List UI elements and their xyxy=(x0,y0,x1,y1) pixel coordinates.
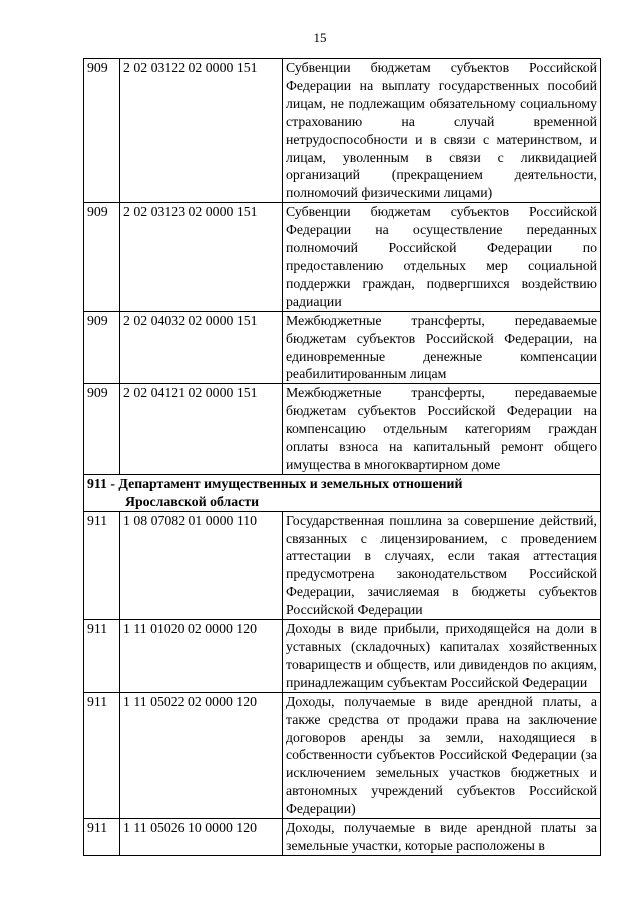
budget-code-cell: 2 02 04121 02 0000 151 xyxy=(120,384,283,475)
admin-code-cell: 911 xyxy=(84,511,120,619)
section-header-row xyxy=(84,474,601,511)
table-row xyxy=(84,620,601,693)
section-title-line-1: 911 - Департамент имущественных и земельных отношений xyxy=(87,475,463,491)
description-cell: Доходы в виде прибыли, приходящейся на доли в уставных (складочных) капиталах хозяйственных товариществ и обществ, или дивидендов по акциям, принадлежащим субъектам Российской Федерации xyxy=(283,620,601,693)
description-cell: Субвенции бюджетам субъектов Российской Федерации на выплату государственных пособий лицам, не подлежащим обязательному социальному страхованию на случай временной нетрудоспособности и в связи с материнством, и лицам, уволенным в связи с ликвидацией организаций (прекращением деятельности, полномочий физическими лицами) xyxy=(283,59,601,203)
table-row xyxy=(84,692,601,818)
admin-code-cell: 909 xyxy=(84,311,120,384)
admin-code-cell: 911 xyxy=(84,819,120,856)
description-cell: Субвенции бюджетам субъектов Российской Федерации на осуществление переданных полномочий Российской Федерации по предоставлению отдельных мер социальной поддержки граждан, подвергшихся воздействию радиации xyxy=(283,203,601,311)
admin-code-cell: 909 xyxy=(84,203,120,311)
revenue-code-table xyxy=(83,58,601,856)
table-row xyxy=(84,819,601,856)
admin-code-cell: 909 xyxy=(84,384,120,475)
budget-code-cell: 2 02 03122 02 0000 151 xyxy=(120,59,283,203)
budget-code-cell: 1 11 05022 02 0000 120 xyxy=(120,692,283,818)
section-header xyxy=(84,474,601,511)
table-row xyxy=(84,203,601,311)
budget-code-cell: 2 02 04032 02 0000 151 xyxy=(120,311,283,384)
description-cell: Межбюджетные трансферты, передаваемые бюджетам субъектов Российской Федерации на компенсацию отдельным категориям граждан оплаты взноса на капитальный ремонт общего имущества в многоквартирном доме xyxy=(283,384,601,475)
budget-code-cell: 1 08 07082 01 0000 110 xyxy=(120,511,283,619)
admin-code-cell: 911 xyxy=(84,620,120,693)
table-row xyxy=(84,511,601,619)
admin-code-cell: 909 xyxy=(84,59,120,203)
table-row xyxy=(84,384,601,475)
budget-code-cell: 1 11 05026 10 0000 120 xyxy=(120,819,283,856)
admin-code-cell: 911 xyxy=(84,692,120,818)
description-cell: Государственная пошлина за совершение действий, связанных с лицензированием, с проведением аттестации в случаях, если такая аттестация предусмотрена законодательством Российской Федерации, зачисляемая в бюджеты субъектов Российской Федерации xyxy=(283,511,601,619)
budget-code-cell: 2 02 03123 02 0000 151 xyxy=(120,203,283,311)
description-cell: Доходы, получаемые в виде арендной платы за земельные участки, которые расположены в xyxy=(283,819,601,856)
description-cell: Межбюджетные трансферты, передаваемые бюджетам субъектов Российской Федерации, на единовременные денежные компенсации реабилитированным лицам xyxy=(283,311,601,384)
budget-code-cell: 1 11 01020 02 0000 120 xyxy=(120,620,283,693)
description-cell: Доходы, получаемые в виде арендной платы, а также средства от продажи права на заключение договоров аренды за земли, находящиеся в собственности субъектов Российской Федерации (за исключением земельных участков бюджетных и автономных учреждений субъектов Российской Федерации) xyxy=(283,692,601,818)
table-row xyxy=(84,59,601,203)
section-title-line-2: Ярославской области xyxy=(125,493,260,509)
table-row xyxy=(84,311,601,384)
page-number: 15 xyxy=(313,30,327,45)
